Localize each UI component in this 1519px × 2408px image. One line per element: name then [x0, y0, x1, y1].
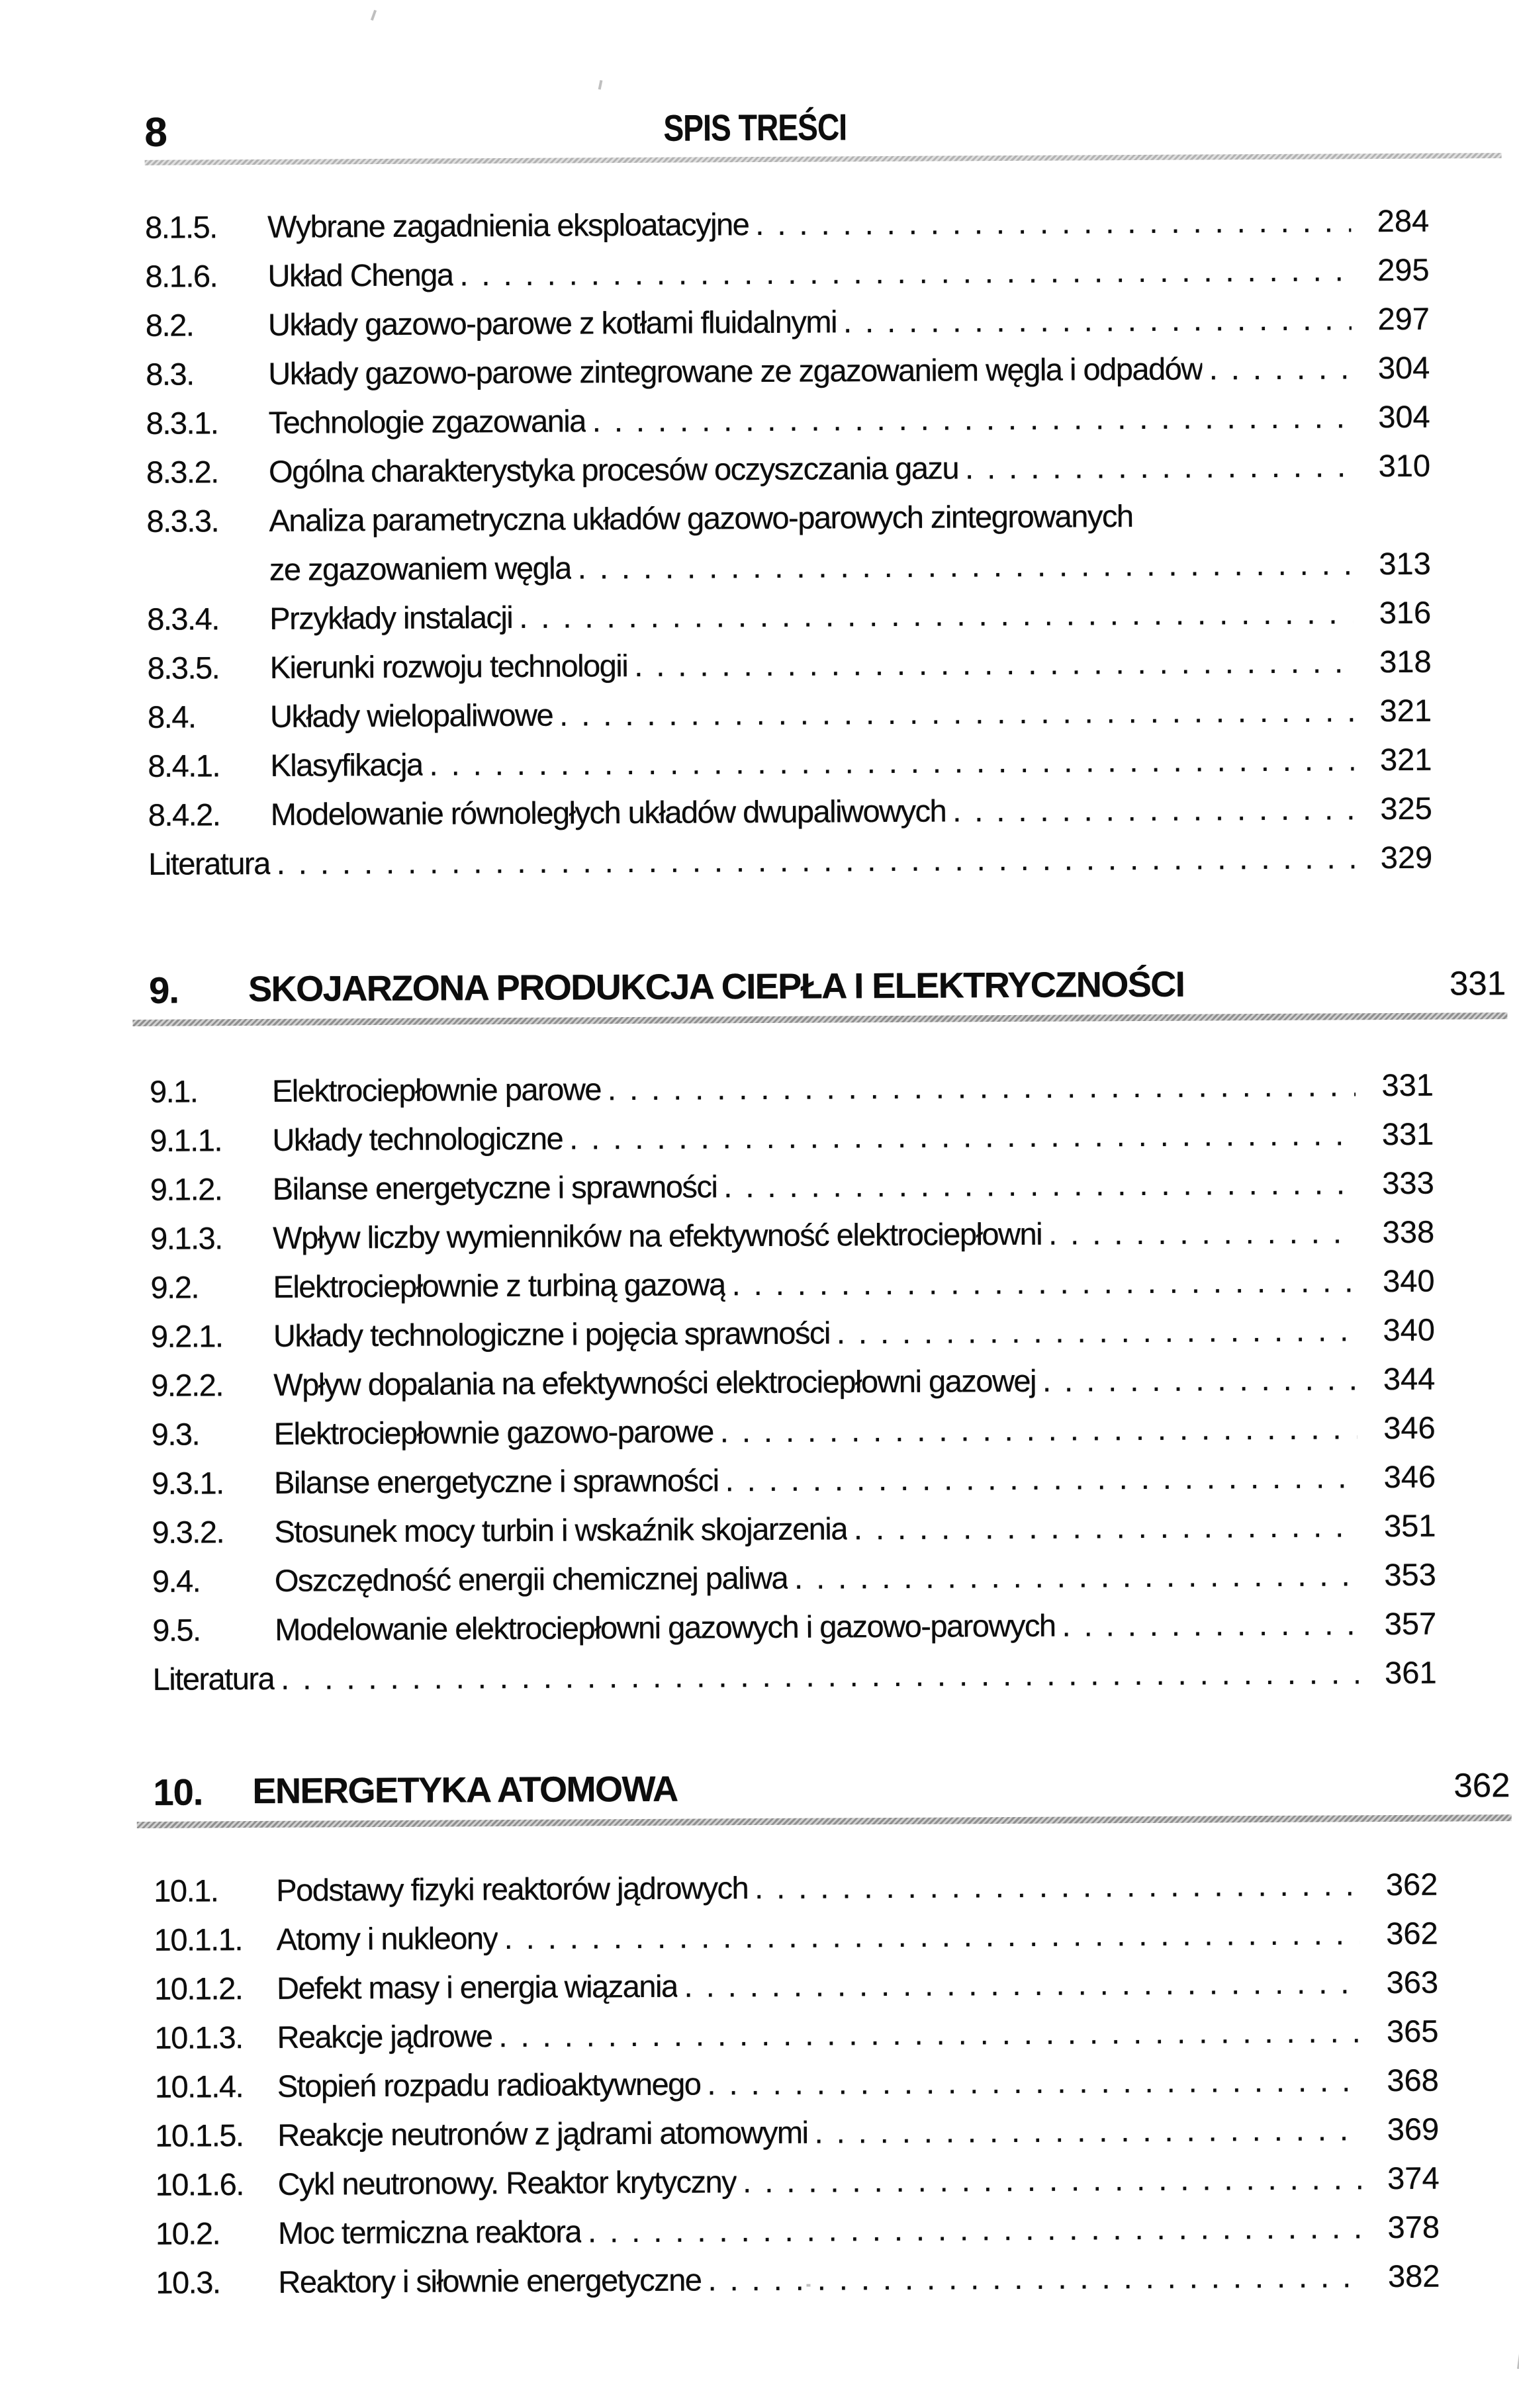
section-9 — [0, 956, 1519, 1705]
dot-leader — [553, 686, 1354, 739]
entry-number: 9.4. — [152, 1563, 201, 1599]
entry-page: 331 — [1381, 1067, 1434, 1103]
dot-leader — [748, 1860, 1360, 1912]
section-heading — [4, 1758, 1519, 1820]
entry-number: 9.2. — [150, 1269, 199, 1305]
section-heading-number: 10. — [153, 1770, 203, 1813]
entry-title: Moc termiczna reaktora — [277, 2213, 582, 2251]
entry-number: 8.1.5. — [145, 209, 217, 245]
section-8 — [0, 196, 1518, 889]
entry-number — [147, 580, 269, 581]
scan-artifact — [806, 2284, 810, 2287]
dot-leader — [677, 1958, 1360, 2010]
entry-page: 368 — [1387, 2062, 1439, 2098]
toc-entry — [150, 1110, 1434, 1165]
dot-leader — [736, 2154, 1361, 2206]
dot-leader — [713, 1404, 1358, 1456]
entry-number: 10.1.4. — [154, 2069, 244, 2104]
entry-title: Technologie zgazowania — [268, 403, 586, 440]
toc-entry — [145, 197, 1429, 252]
entry-number: 10.2. — [155, 2215, 220, 2251]
dot-leader — [497, 1909, 1359, 1963]
entry-title: Literatura — [152, 1660, 275, 1697]
toc-entry — [152, 1404, 1436, 1459]
entry-page: 310 — [1378, 447, 1431, 484]
entry-title: Modelowanie elektrociepłowni gazowych i gazowo-parowych — [275, 1607, 1056, 1647]
entry-title: Defekt masy i energia wiązania — [276, 1968, 678, 2006]
dot-leader — [601, 1061, 1356, 1114]
toc-entry — [152, 1501, 1436, 1557]
dot-leader — [847, 1501, 1358, 1553]
entry-title: Bilanse energetyczne i sprawności — [272, 1169, 717, 1206]
dot-leader — [958, 441, 1352, 492]
dot-leader — [717, 1159, 1356, 1211]
entry-title: Wpływ dopalania na efektywności elektrociepłowni gazowej — [273, 1362, 1036, 1402]
toc-entry — [148, 833, 1432, 889]
dot-leader — [700, 2056, 1361, 2108]
entry-title: Oszczędność energii chemicznej paliwa — [274, 1560, 788, 1598]
dot-leader — [830, 1306, 1357, 1357]
entry-title: Stosunek mocy turbin i wskaźnik skojarzenia — [274, 1511, 848, 1549]
toc-entry — [147, 539, 1431, 595]
entry-title: Reaktory i siłownie energetyczne — [278, 2262, 702, 2299]
entry-title: Wpływ liczby wymienników na efektywność elektrociepłowni — [273, 1216, 1042, 1255]
entry-number: 8.3.3. — [146, 503, 219, 539]
entry-number: 9.1.2. — [150, 1171, 222, 1207]
entry-page: 362 — [1385, 1866, 1438, 1902]
dot-leader — [701, 2252, 1361, 2304]
entry-number: 10.1. — [154, 1873, 218, 1908]
dot-leader — [807, 2105, 1361, 2157]
section-entries — [0, 196, 1518, 889]
entry-number: 9.2.1. — [150, 1318, 223, 1354]
toc-list — [0, 196, 1519, 2308]
entry-page: 346 — [1383, 1458, 1436, 1495]
entry-page: 362 — [1386, 1915, 1438, 1951]
entry-page: 295 — [1377, 251, 1430, 288]
entry-number: 8.3.1. — [146, 405, 218, 441]
entry-page: 365 — [1386, 2013, 1439, 2049]
page-title: SPIS TREŚCI — [663, 106, 847, 149]
toc-entry — [150, 1061, 1434, 1116]
entry-title: Cykl neutronowy. Reaktor krytyczny — [277, 2164, 737, 2202]
entry-title: Klasyfikacja — [270, 746, 423, 783]
entry-page: 329 — [1380, 839, 1433, 875]
section-heading-title: SKOJARZONA PRODUKCJA CIEPŁA I ELEKTRYCZNOŚCI — [248, 964, 1185, 1010]
entry-page: 331 — [1381, 1116, 1434, 1152]
entry-page: 357 — [1384, 1605, 1437, 1642]
entry-number: 8.4.1. — [148, 748, 220, 783]
entry-page: 318 — [1379, 643, 1432, 680]
dot-leader — [1036, 1355, 1358, 1405]
section-entries — [5, 1859, 1519, 2308]
entry-page: 378 — [1387, 2209, 1440, 2245]
entry-number: 8.2. — [145, 307, 194, 343]
entry-number: 8.4.2. — [148, 797, 220, 832]
dot-leader — [946, 784, 1354, 835]
toc-entry — [146, 343, 1430, 399]
entry-number: 10.1.3. — [154, 2020, 243, 2055]
toc-entry — [146, 294, 1430, 350]
entry-page: 374 — [1387, 2160, 1440, 2196]
dot-leader — [1203, 343, 1352, 393]
entry-page: 346 — [1383, 1409, 1436, 1446]
dot-leader — [563, 1110, 1356, 1163]
dot-leader — [788, 1550, 1358, 1603]
entry-title: Przykłady instalacji — [269, 599, 513, 636]
toc-entry — [152, 1452, 1436, 1508]
toc-entry — [155, 2056, 1439, 2112]
entry-page: 382 — [1387, 2258, 1440, 2294]
entry-title: Modelowanie równoległych układów dwupaliwowych — [270, 793, 946, 832]
entry-title: Elektrociepłownie parowe — [271, 1071, 602, 1108]
entry-page: 313 — [1379, 545, 1431, 582]
entry-number: 10.1.6. — [155, 2166, 244, 2202]
header-rule — [145, 153, 1502, 165]
entry-number: 8.3.5. — [147, 650, 220, 686]
section-heading-page: 362 — [1453, 1765, 1510, 1805]
entry-title: ze zgazowaniem węgla — [269, 550, 571, 587]
entry-number: 9.1. — [149, 1073, 198, 1109]
entry-page: 369 — [1387, 2111, 1440, 2147]
toc-entry — [146, 392, 1430, 448]
entry-title: Układy gazowo-parowe zintegrowane ze zgazowaniem węgla i odpadów — [268, 351, 1203, 391]
toc-entry — [155, 2105, 1439, 2161]
entry-number: 9.5. — [152, 1612, 201, 1648]
toc-entry — [151, 1355, 1435, 1410]
entry-title: Analiza parametryczna układów gazowo-parowych zintegrowanych — [269, 498, 1133, 538]
entry-page: 363 — [1386, 1964, 1439, 2000]
toc-entry — [147, 588, 1431, 644]
entry-number: 10.1.1. — [154, 1922, 243, 1957]
entry-page: 304 — [1378, 398, 1430, 435]
entry-number: 9.3.2. — [152, 1514, 224, 1550]
entry-page: 338 — [1382, 1214, 1435, 1250]
entry-number: 8.3.4. — [147, 601, 219, 637]
dot-leader — [627, 637, 1354, 690]
entry-page: 316 — [1379, 594, 1432, 631]
entry-number: 10.3. — [156, 2264, 220, 2300]
dot-leader — [718, 1452, 1358, 1505]
entry-number: 9.1.1. — [150, 1122, 222, 1158]
entry-page: 333 — [1382, 1165, 1434, 1201]
entry-page: 340 — [1382, 1263, 1435, 1299]
dot-leader — [837, 294, 1352, 346]
toc-entry — [146, 490, 1430, 546]
toc-entry — [148, 686, 1432, 742]
toc-entry — [150, 1257, 1434, 1312]
dot-leader — [453, 245, 1352, 299]
toc-entry — [156, 2203, 1440, 2258]
entry-title: Elektrociepłownie gazowo-parowe — [273, 1413, 713, 1451]
entry-title: Atomy i nukleony — [276, 1920, 498, 1957]
page-number: 8 — [144, 109, 167, 156]
dot-leader — [725, 1257, 1356, 1309]
entry-number: 10.1.2. — [154, 1971, 243, 2006]
toc-entry — [150, 1208, 1434, 1263]
entry-title: Reakcje jądrowe — [277, 2018, 492, 2055]
dot-leader — [581, 2203, 1361, 2256]
toc-entry — [155, 2154, 1439, 2209]
entry-number: 9.1.3. — [150, 1220, 222, 1256]
dot-leader — [571, 539, 1353, 592]
entry-page: 353 — [1384, 1556, 1436, 1593]
section-heading-spacer — [1184, 983, 1420, 985]
toc-entry — [152, 1550, 1436, 1606]
section-heading-spacer — [678, 1785, 1424, 1789]
entry-page: 325 — [1380, 790, 1432, 826]
section-heading — [0, 956, 1519, 1018]
entry-title: Ogólna charakterystyka procesów oczyszczania gazu — [268, 450, 959, 489]
section-heading-number: 9. — [149, 969, 179, 1011]
entry-number: 8.3.2. — [146, 454, 218, 490]
dot-leader — [270, 833, 1355, 888]
toc-entry — [154, 2007, 1438, 2063]
entry-title: Układ Chenga — [267, 257, 453, 293]
entry-title: Układy gazowo-parowe z kotłami fluidalnymi — [267, 304, 837, 342]
entry-number: 8.3. — [146, 356, 194, 392]
toc-entry — [148, 784, 1432, 840]
toc-entry — [146, 441, 1430, 497]
toc-entry — [152, 1648, 1436, 1704]
toc-entry — [154, 1860, 1438, 1916]
entry-title: Układy technologiczne i pojęcia sprawności — [273, 1315, 831, 1353]
dot-leader — [274, 1648, 1359, 1703]
entry-page: 344 — [1383, 1360, 1436, 1397]
toc-entry — [145, 245, 1429, 301]
dot-leader — [749, 197, 1351, 249]
dot-leader — [492, 2007, 1360, 2061]
entry-number: 8.1.6. — [145, 258, 218, 294]
section-heading-page: 331 — [1449, 963, 1506, 1003]
entry-number: 8.4. — [147, 699, 196, 735]
entry-page: 321 — [1379, 741, 1432, 778]
section-heading-title: ENERGETYKA ATOMOWA — [252, 1769, 678, 1812]
section-10 — [4, 1758, 1519, 2308]
entry-title: Układy technologiczne — [272, 1120, 563, 1157]
entry-page: 340 — [1383, 1312, 1436, 1348]
entry-page: 351 — [1383, 1507, 1436, 1544]
toc-entry — [151, 1306, 1435, 1361]
toc-entry — [154, 1958, 1438, 2014]
entry-title: Podstawy fizyki reaktorów jądrowych — [276, 1870, 749, 1908]
entry-number: 9.3.1. — [151, 1465, 224, 1501]
dot-leader — [1042, 1208, 1356, 1258]
entry-number: 9.2.2. — [151, 1367, 224, 1403]
dot-leader — [422, 735, 1354, 789]
entry-title: Reakcje neutronów z jądrami atomowymi — [277, 2114, 808, 2153]
toc-entry — [152, 1599, 1436, 1655]
dot-leader — [586, 392, 1352, 445]
entry-page: 321 — [1379, 692, 1432, 729]
entry-page: 284 — [1377, 202, 1430, 239]
entry-number: 10.1.5. — [155, 2118, 244, 2153]
dot-leader — [512, 588, 1353, 642]
entry-page: 304 — [1377, 349, 1430, 386]
section-entries — [1, 1060, 1519, 1705]
page-header — [0, 0, 1515, 166]
toc-entry — [156, 2252, 1440, 2307]
toc-entry — [148, 735, 1432, 791]
entry-page: 297 — [1377, 300, 1430, 337]
entry-number: 9.3. — [151, 1416, 200, 1452]
entry-title: Literatura — [148, 845, 270, 881]
toc-entry — [154, 1909, 1438, 1965]
entry-title: Wybrane zagadnienia eksploatacyjne — [267, 206, 749, 244]
toc-entry — [147, 637, 1431, 693]
entry-title: Kierunki rozwoju technologii — [269, 648, 628, 685]
dot-leader — [1055, 1599, 1358, 1650]
entry-title: Bilanse energetyczne i sprawności — [273, 1462, 719, 1500]
entry-title: Układy wielopaliwowe — [269, 697, 553, 734]
toc-entry — [150, 1159, 1434, 1214]
entry-page: 361 — [1385, 1654, 1437, 1691]
entry-title: Stopień rozpadu radioaktywnego — [277, 2066, 701, 2104]
entry-title: Elektrociepłownie z turbiną gazową — [273, 1267, 725, 1304]
